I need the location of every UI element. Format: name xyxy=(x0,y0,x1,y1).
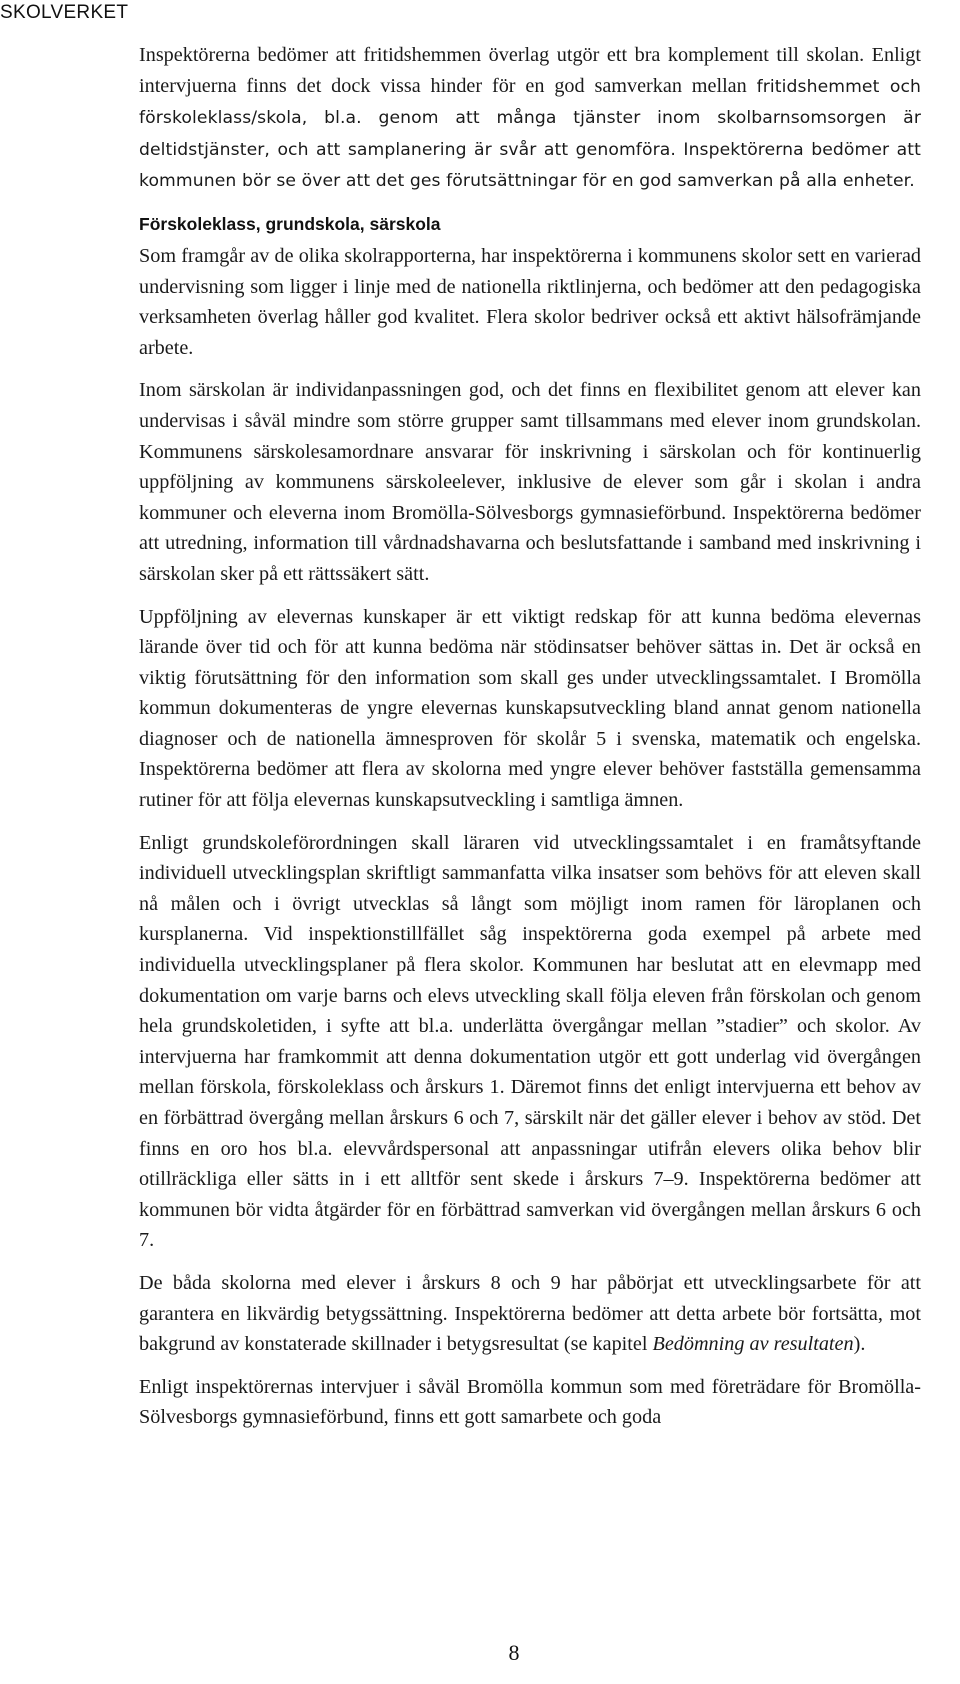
paragraph-betygssattning-end: ). xyxy=(853,1333,866,1356)
paragraph-fritidshem-sans-run: fritidshemmet och förskoleklass/skola, bl.a. genom att många tjänster inom skolbarnsomsorgen är deltidstjänster, och att samplanering är svår att genomföra. Inspektörerna bedömer att kommunen bör se över att det ges förutsättningar för en god samverkan på alla enheter. xyxy=(139,76,921,192)
page-number: 8 xyxy=(508,1640,520,1665)
chapter-reference: Bedömning av resultaten xyxy=(652,1333,854,1356)
paragraph-uppfoljning: Uppföljning av elevernas kunskaper är ett viktigt redskap för att kunna bedöma elevernas lärande över tid och för att kunna bedöma när stödinsatser behöver sättas in. Det är också en viktig förutsättning för den information som skall ges under utvecklingssamtalet. I Bromölla kommun dokumenteras de yngre elevernas kunskapsutveckling bland annat genom nationella diagnoser och de nationella ämnesproven för skolår 5 i svenska, matematik och engelska. Inspektörerna bedömer att flera av skolorna med yngre elever behöver fastställa gemensamma rutiner för att följa elevernas kunskapsutveckling i samtliga ämnen. xyxy=(139,605,921,812)
paragraph-undervisning: Som framgår av de olika skolrapporterna, har inspektörerna i kommunens skolor sett en varierad undervisning som ligger i linje med de nationella riktlinjerna, och bedömer att den pedagogiska verksamheten överlag håller god kvalitet. Flera skolor bedriver också ett aktivt hälsofrämjande arbete. xyxy=(139,244,921,359)
paragraph-betygssattning-text: De båda skolorna med elever i årskurs 8 och 9 har påbörjat ett utvecklingsarbete för att garantera en likvärdig betygssättning. Inspektörerna bedömer att detta arbete bör fortsätta, mot bakgrund av konstaterade skillnader i betygsresultat (se kapitel xyxy=(139,1271,921,1356)
paragraph-gymnasieforbund: Enligt inspektörernas intervjuer i såväl Bromölla kommun som med företrädare för Bromölla-Sölvesborgs gymnasieförbund, finns ett gott samarbete och goda xyxy=(139,1375,921,1429)
section-heading: Förskoleklass, grundskola, särskola xyxy=(139,213,441,234)
paragraph-fritidshem xyxy=(139,40,921,197)
paragraph-betygssattning xyxy=(139,1268,921,1360)
paragraph-sarskolan: Inom särskolan är individanpassningen god, och det finns en flexibilitet genom att elever kan undervisas i såväl mindre som större grupper samt tillsammans med elever inom grundskolan. Kommunens särskolesamordnare ansvarar för inskrivning i särskolan och för kontinuerlig uppföljning av kommunens särskoleelever, inklusive de elever som går i skolan i andra kommuner och eleverna inom Bromölla-Sölvesborgs gymnasieförbund. Inspektörerna bedömer att utredning, information till vårdnadshavarna och beslutsfattande i samband med inskrivning i särskolan sker på ett rättssäkert sätt. xyxy=(139,379,921,585)
page-body xyxy=(139,40,921,1445)
paragraph-fritidshem-intro: Inspektörerna bedömer att fritidshemmen överlag utgör ett bra komplement till skolan. Enligt intervjuerna finns det dock vissa hinder för en god samverkan mellan xyxy=(139,44,921,97)
paragraph-utvecklingsplan: Enligt grundskoleförordningen skall läraren vid utvecklingssamtalet i en framåtsyftande individuell utvecklingsplan skriftligt sammanfatta vilka insatser som behövs för att eleven skall nå målen och i övrigt utvecklas så långt som möjligt inom ramen för läroplanen och kursplanerna. Vid inspektionstillfället såg inspektörerna goda exempel på arbete med individuella utvecklingsplaner på flera skolor. Kommunen har beslutat att en elevmapp med dokumentation om varje barns och elevs utveckling skall följa eleven från förskolan och genom hela grundskoletiden, i syfte att bl.a. underlätta övergångar mellan ”stadier” och skolor. Av intervjuerna har framkommit att denna dokumentation utgör ett gott underlag vid övergången mellan förskola, förskoleklass och årskurs 1. Däremot finns det enligt intervjuerna ett behov av en förbättrad övergång mellan årskurs 6 och 7, särskilt när det gäller elever i behov av stöd. Det finns en oro hos bl.a. elevvårdspersonal att anpassningar utifrån elevers olika behov blir otillräckliga eller sätts in i ett alltför sent skede i årskurs 7–9. Inspektörerna bedömer att kommunen bör vidta åtgärder för en förbättrad samverkan vid övergången mellan årskurs 6 och 7. xyxy=(139,831,921,1252)
publisher-header: SKOLVERKET xyxy=(0,2,129,23)
